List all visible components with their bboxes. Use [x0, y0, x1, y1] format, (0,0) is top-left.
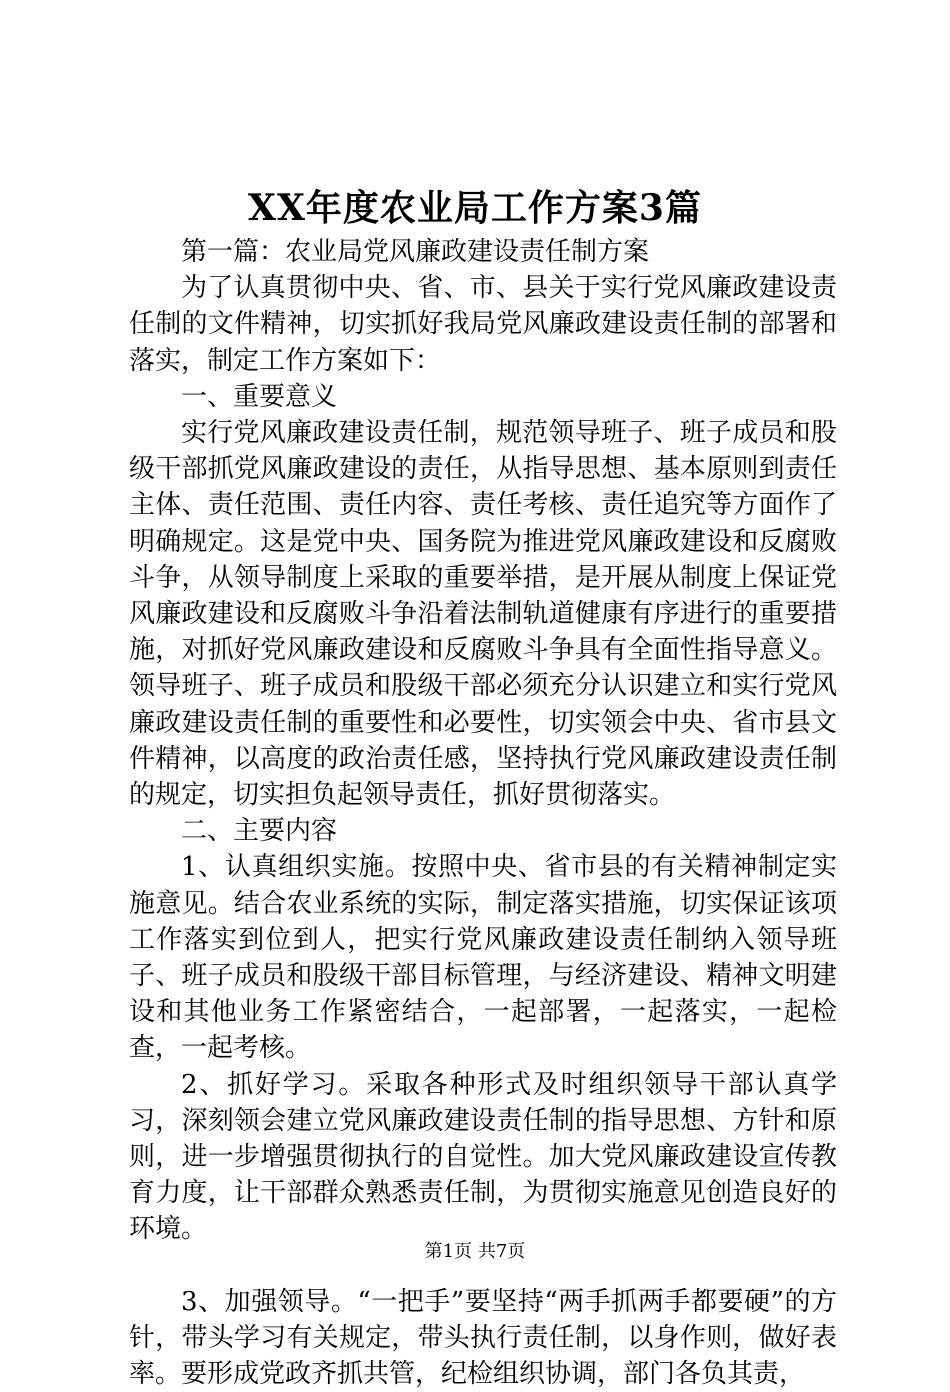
section-heading-part-one: 第一篇：农业局党风廉政建设责任制方案: [181, 237, 650, 267]
content-item-2: 2、抓好学习。采取各种形式及时组织领导干部认真学习，深刻领会建立党风廉政建设责任制的指导思想、方针和原则，进一步增强贯彻执行的自觉性。加大党风廉政建设宣传教育力度，让干部群众熟悉责任制，为贯彻实施意见创造良好的环境。: [129, 1069, 837, 1245]
page-number-footer: 第1页 共7页: [424, 1241, 526, 1262]
document-body: [129, 234, 837, 1392]
content-item-1: 1、认真组织实施。按照中央、省市县的有关精神制定实施意见。结合农业系统的实际，制定落实措施，切实保证该项工作落实到位到人，把实行党风廉政建设责任制纳入领导班子、班子成员和股级干部目标管理，与经济建设、精神文明建设和其他业务工作紧密结合，一起部署，一起落实，一起检查，一起考核。: [129, 852, 837, 1064]
intro-paragraph: 为了认真贯彻中央、省、市、县关于实行党风廉政建设责任制的文件精神，切实抓好我局党风廉政建设责任制的部署和落实，制定工作方案如下：: [129, 273, 837, 376]
importance-paragraph: 实行党风廉政建设责任制，规范领导班子、班子成员和股级干部抓党风廉政建设的责任，从指导思想、基本原则到责任主体、责任范围、责任内容、责任考核、责任追究等方面作了明确规定。这是党中央、国务院为推进党风廉政建设和反腐败斗争，从领导制度上采取的重要举措，是开展从制度上保证党风廉政建设和反腐败斗争沿着法制轨道健康有序进行的重要措施，对抓好党风廉政建设和反腐败斗争具有全面性指导意义。领导班子、班子成员和股级干部必须充分认识建立和实行党风廉政建设责任制的重要性和必要性，切实领会中央、省市县文件精神，以高度的政治责任感，坚持执行党风廉政建设责任制的规定，切实担负起领导责任，抓好贯彻落实。: [129, 418, 837, 811]
section-heading-main-content: 二、主要内容: [181, 816, 338, 847]
section-heading-importance: 一、重要意义: [181, 381, 338, 412]
content-item-3: 3、加强领导。“一把手”要坚持“两手抓两手都要硬”的方针，带头学习有关规定，带头执行责任制，以身作则，做好表率。要形成党政齐抓共管，纪检组织协调，部门各负其责，: [129, 1286, 837, 1390]
document-title: XX年度农业局工作方案3篇: [248, 187, 702, 229]
